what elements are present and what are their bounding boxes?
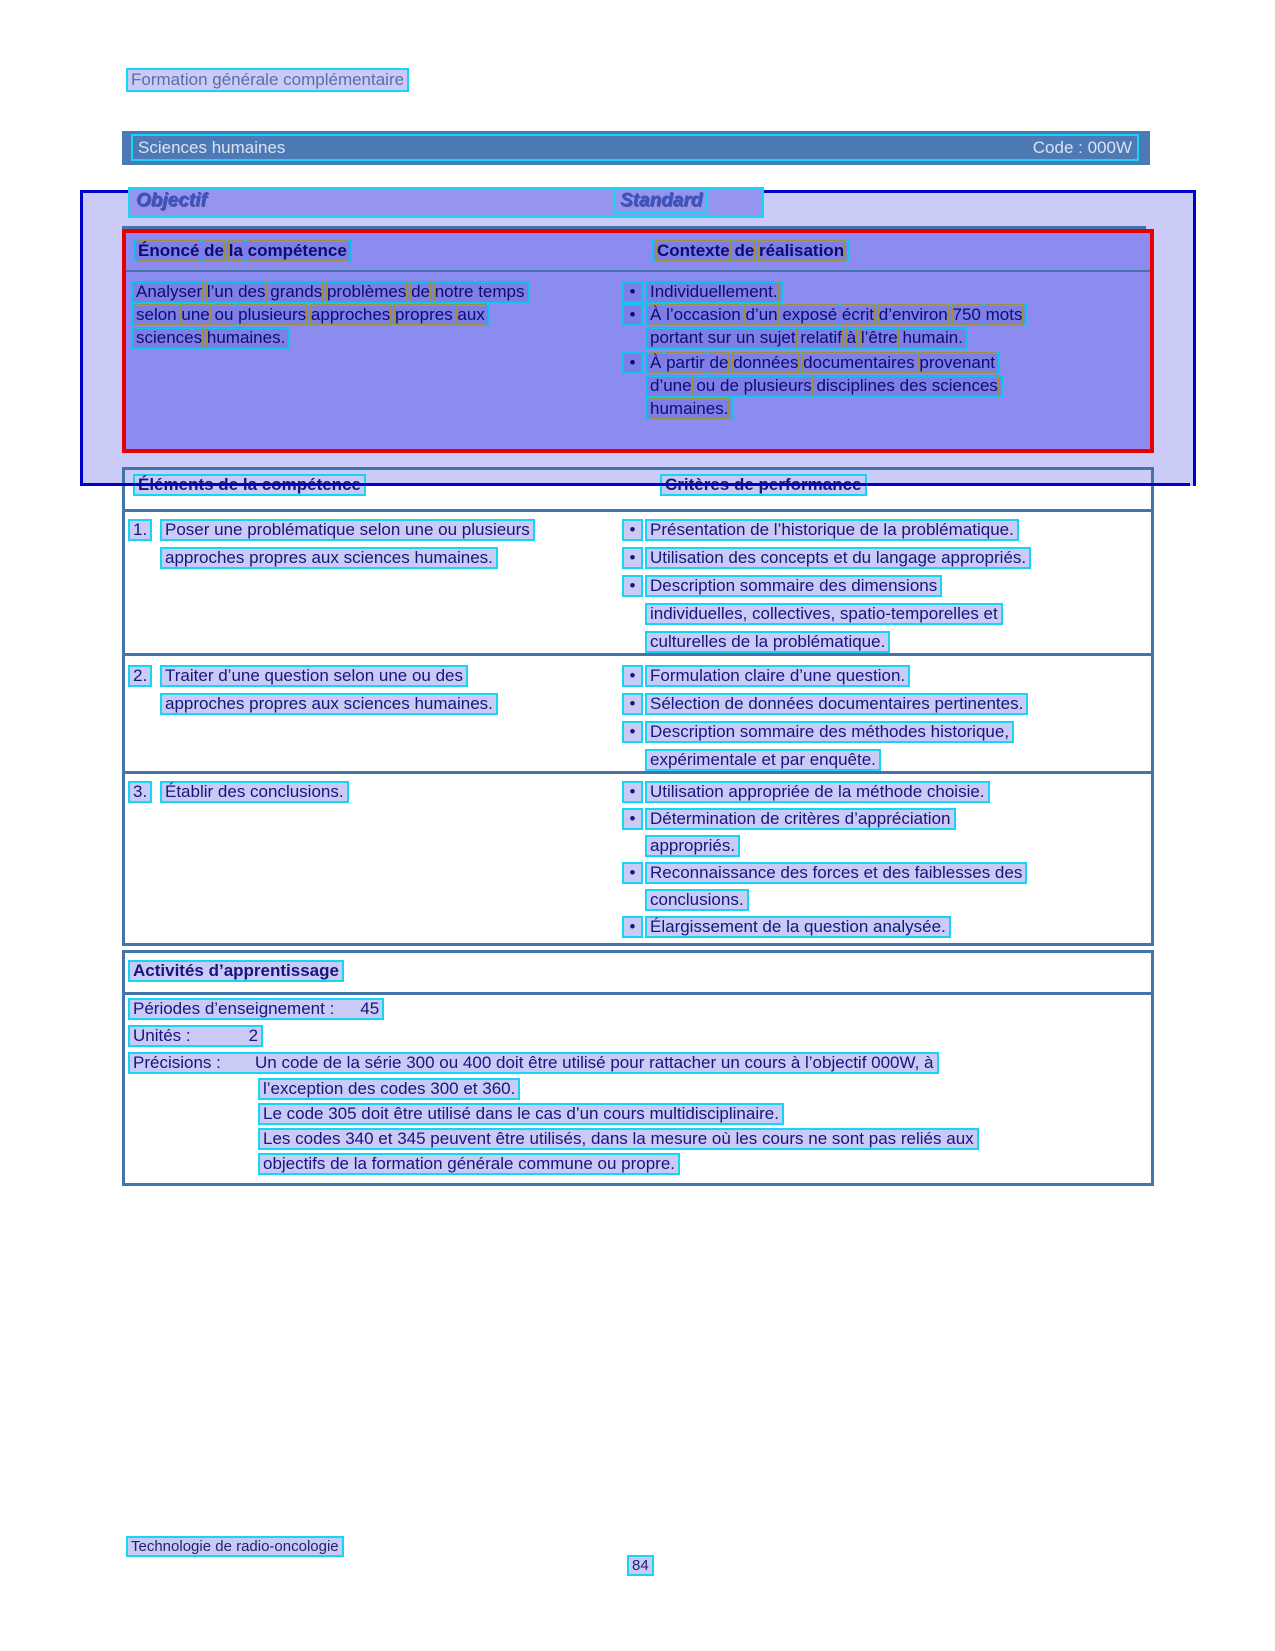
context-line: Individuellement.: [645, 281, 783, 303]
criterion-line: culturelles de la problématique.: [645, 631, 890, 653]
precisions-row: [128, 1052, 939, 1074]
element-line: Traiter d’une question selon une ou des: [160, 665, 468, 687]
units-label: Unités :: [133, 1026, 191, 1045]
precisions-label: Précisions :: [133, 1053, 221, 1072]
bullet-marker: •: [622, 665, 643, 687]
criterion-line: Présentation de l’historique de la problématique.: [645, 519, 1019, 541]
units-row: [128, 1025, 263, 1047]
element-line: approches propres aux sciences humaines.: [160, 693, 498, 715]
criterion-line: Détermination de critères d’appréciation: [645, 808, 956, 830]
criterion-line: Sélection de données documentaires pertinentes.: [645, 693, 1028, 715]
precisions-line: Les codes 340 et 345 peuvent être utilisés, dans la mesure où les cours ne sont pas reliés aux: [258, 1128, 979, 1150]
criterion-line: Reconnaissance des forces et des faiblesses des: [645, 862, 1027, 884]
competence-line: sciences humaines.: [131, 327, 290, 349]
criterion-line: Utilisation appropriée de la méthode choisie.: [645, 781, 990, 803]
criterion-line: Description sommaire des méthodes historique,: [645, 721, 1014, 743]
criterion-line: individuelles, collectives, spatio-temporelles et: [645, 603, 1003, 625]
bullet-marker: •: [622, 281, 643, 303]
standard-header: Standard: [614, 187, 708, 214]
activities-title: Activités d’apprentissage: [128, 960, 344, 982]
periods-label: Périodes d’enseignement :: [133, 999, 335, 1018]
bullet-marker: •: [622, 547, 643, 569]
periods-row: [128, 998, 384, 1020]
banner-code: Code : 000W: [1032, 137, 1132, 157]
row-number: 3.: [128, 781, 152, 803]
row-divider: [125, 653, 1151, 656]
criterion-line: expérimentale et par enquête.: [645, 749, 881, 771]
region-bottom-border: [80, 483, 1190, 486]
footer-program: Technologie de radio-oncologie: [126, 1536, 344, 1557]
criterion-line: Description sommaire des dimensions: [645, 575, 942, 597]
context-line: À l’occasion d’un exposé écrit d’environ 750 mots: [645, 304, 1027, 326]
row-divider: [125, 509, 1151, 512]
banner-title: Sciences humaines: [138, 137, 286, 157]
row-number: 1.: [128, 519, 152, 541]
bullet-marker: •: [622, 808, 643, 830]
competence-table: [122, 229, 1154, 453]
bullet-marker: •: [622, 304, 643, 326]
periods-value: 45: [360, 999, 380, 1018]
bullet-marker: •: [622, 352, 643, 374]
bullet-marker: •: [622, 781, 643, 803]
units-value: 2: [248, 1026, 259, 1045]
context-line: humaines.: [645, 398, 733, 420]
competence-line: Analyser l’un des grands problèmes de notre temps: [131, 281, 530, 303]
bullet-marker: •: [622, 862, 643, 884]
element-line: Établir des conclusions.: [160, 781, 349, 803]
row-number: 2.: [128, 665, 152, 687]
competence-line: selon une ou plusieurs approches propres aux: [131, 304, 490, 326]
bullet-marker: •: [622, 693, 643, 715]
element-line: Poser une problématique selon une ou plusieurs: [160, 519, 535, 541]
precisions-line: l’exception des codes 300 et 360.: [258, 1078, 520, 1100]
header-divider: [126, 270, 1150, 272]
row-divider: [125, 992, 1151, 995]
objectif-standard-header-band: [128, 187, 764, 218]
bullet-marker: •: [622, 575, 643, 597]
banner-ocr-box: [131, 134, 1139, 161]
criterion-line: appropriés.: [645, 835, 740, 857]
program-banner: [122, 131, 1150, 165]
criterion-line: Utilisation des concepts et du langage appropriés.: [645, 547, 1031, 569]
element-line: approches propres aux sciences humaines.: [160, 547, 498, 569]
bullet-marker: •: [622, 721, 643, 743]
elements-table: [122, 467, 1154, 946]
precisions-line: Le code 305 doit être utilisé dans le cas d’un cours multidisciplinaire.: [258, 1103, 784, 1125]
precisions-line: Un code de la série 300 ou 400 doit être utilisé pour rattacher un cours à l’objectif 000W, à: [255, 1053, 934, 1072]
criterion-line: Élargissement de la question analysée.: [645, 916, 951, 938]
section-label: Formation générale complémentaire: [126, 68, 409, 92]
context-line: d’une ou de plusieurs disciplines des sciences: [645, 375, 1003, 397]
row-divider: [125, 771, 1151, 774]
activities-table: [122, 950, 1154, 1186]
context-line: portant sur un sujet relatif à l’être humain.: [645, 327, 968, 349]
context-line: À partir de données documentaires provenant: [645, 352, 1000, 374]
precisions-line: objectifs de la formation générale commune ou propre.: [258, 1153, 680, 1175]
bullet-marker: •: [622, 519, 643, 541]
criterion-line: Formulation claire d’une question.: [645, 665, 910, 687]
page-number: 84: [627, 1555, 654, 1576]
objectif-header: Objectif: [136, 190, 207, 211]
criterion-line: conclusions.: [645, 889, 749, 911]
context-title: Contexte de réalisation: [652, 240, 849, 262]
bullet-marker: •: [622, 916, 643, 938]
competence-title: Énoncé de la compétence: [133, 240, 352, 262]
